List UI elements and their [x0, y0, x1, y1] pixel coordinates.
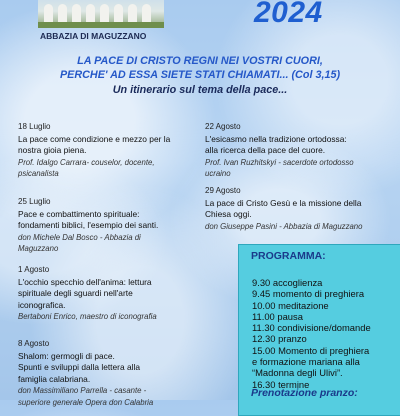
lecture-item	[205, 185, 400, 232]
lecture-speaker-line: Maguzzano	[18, 244, 59, 253]
lecture-speaker-line: don Giuseppe Pasini - Abbazia di Maguzzano	[205, 221, 363, 231]
lecture-speaker-line: superiore generale Opera don Calabria	[18, 397, 154, 407]
program-list	[252, 277, 400, 390]
lecture-speaker-line: psicanalista	[18, 169, 59, 178]
program-item: 11.00 pausa	[252, 310, 303, 322]
program-item: 9.45 momento di preghiera	[252, 288, 365, 300]
lecture-title-line: nostra gioia piena.	[18, 145, 87, 155]
lecture-speaker-line: don Massimiliano Parrella - casante -	[18, 386, 147, 395]
lecture-title-line: La pace di Cristo Gesù e la missione della	[205, 197, 362, 208]
program-item: 9.30 accoglienza	[252, 277, 323, 288]
lecture-date: 29 Agosto	[205, 186, 241, 195]
lecture-title-line: spirituale degli sguardi nell'arte	[18, 288, 133, 298]
program-item: e formazione mariana alla	[252, 356, 360, 368]
lecture-item	[205, 121, 400, 180]
lecture-title-line: L'esicasmo nella tradizione ortodossa:	[205, 133, 347, 144]
program-item: 11.30 condivisione/domande	[252, 322, 371, 334]
lecture-title-line: La pace come condizione e mezzo per la	[18, 133, 171, 144]
lecture-speaker-line: ucraino	[205, 169, 231, 178]
lecture-speaker-line: Prof. Idalgo Carrara- couselor, docente,	[18, 157, 155, 167]
lecture-speaker-line: Bertaboni Enrico, maestro di iconografia	[18, 312, 157, 321]
lecture-date: 25 Luglio	[18, 197, 51, 206]
program-item: 12.30 pranzo	[252, 333, 307, 345]
lecture-title-line: Chiesa oggi.	[205, 209, 252, 219]
lecture-title-line: iconografica.	[18, 299, 66, 310]
program-item: “Madonna degli Ulivi”.	[252, 367, 343, 379]
lecture-title-line: L'occhio specchio dell'anima: lettura	[18, 276, 152, 287]
theme-subtitle: Un itinerario sul tema della pace...	[112, 84, 288, 96]
lecture-title-line: famiglia calabriana.	[18, 373, 91, 384]
program-item: 16.30 termine	[252, 378, 310, 390]
photo-caption: ABBAZIA DI MAGUZZANO	[40, 31, 147, 41]
lecture-title-line: alla ricerca della pace del cuore.	[205, 145, 326, 155]
booking-label: Prenotazione pranzo:	[251, 387, 358, 399]
lecture-item	[18, 196, 218, 255]
lecture-item	[18, 264, 218, 323]
lecture-date: 8 Agosto	[18, 339, 50, 348]
lecture-item	[18, 121, 218, 180]
theme-line-1: LA PACE DI CRISTO REGNI NEI VOSTRI CUORI,	[77, 55, 323, 67]
lecture-title-line: Spunti e sviluppi dalla lettera alla	[18, 362, 140, 372]
lecture-title-line: Pace e combattimento spirituale:	[18, 208, 140, 219]
lecture-item	[18, 338, 218, 408]
abbey-photo	[38, 0, 164, 28]
lecture-date: 22 Agosto	[205, 122, 241, 131]
lecture-title-line: Shalom: germogli di pace.	[18, 350, 115, 361]
lecture-date: 18 Luglio	[18, 122, 51, 131]
year-title: 2024	[254, 0, 323, 29]
lecture-speaker-line: don Michele Dal Bosco - Abbazia di	[18, 232, 141, 242]
lecture-date: 1 Agosto	[18, 265, 50, 274]
program-item: 10.00 meditazione	[252, 299, 329, 311]
lecture-title-line: fondamenti biblici, l'esempio dei santi.	[18, 220, 159, 230]
program-heading: PROGRAMMA:	[251, 250, 326, 262]
lecture-speaker-line: Prof. Ivan Ruzhitskyi - sacerdote ortodosso	[205, 157, 354, 167]
program-box	[238, 244, 400, 416]
theme-line-2: PERCHE' AD ESSA SIETE STATI CHIAMATI... (Col 3,15)	[59, 69, 341, 81]
program-item: 15.00 Momento di preghiera	[252, 344, 370, 356]
